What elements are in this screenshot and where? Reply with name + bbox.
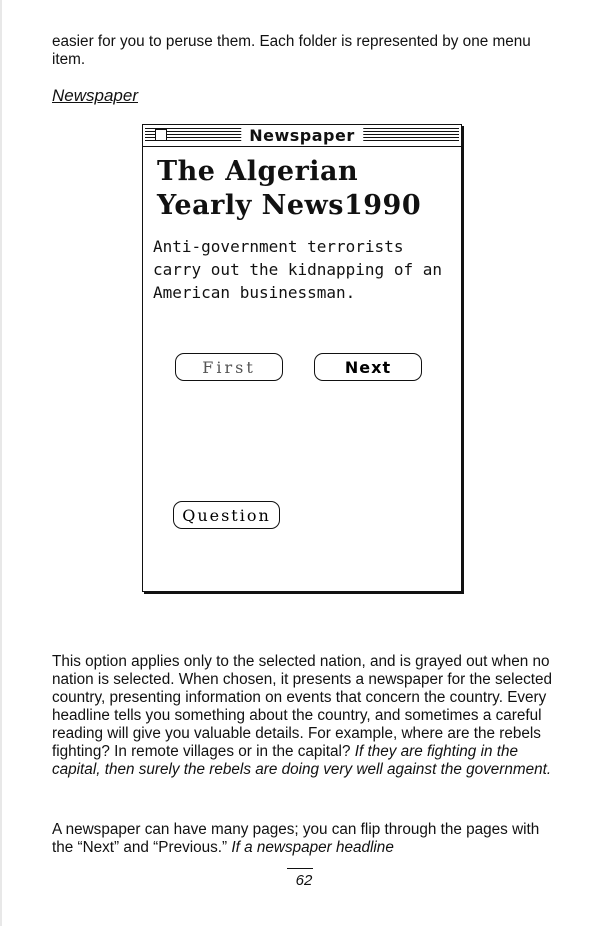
description-paragraph (52, 653, 552, 779)
pages-text: A newspaper can have many pages; you can flip through the pages with the “Next” and “Previous.” (52, 821, 540, 856)
top-paragraph: easier for you to peruse them. Each folder is represented by one menu item. (52, 33, 531, 68)
next-button[interactable]: Next (314, 353, 422, 381)
section-heading: Newspaper (52, 86, 138, 105)
page-edge (0, 0, 2, 926)
page-number-rule (287, 868, 313, 869)
masthead-line-1: The Algerian (157, 156, 359, 187)
page-number: 62 (295, 872, 313, 889)
first-button[interactable]: First (175, 353, 283, 381)
pages-paragraph (52, 821, 552, 857)
newspaper-masthead (157, 155, 421, 223)
question-button[interactable]: Question (173, 501, 280, 529)
description-italic-text: If they are fighting in the capital, then surely the rebels are doing very well against the government. (52, 743, 552, 778)
description-text: This option applies only to the selected nation, and is grayed out when no nation is selected. When chosen, it presents a newspaper for the selected country, presenting information on events that concern the country. Every headline tells you something about the country, and sometimes a careful reading will give you valuable details. For example, where are the rebels fighting? In remote villages or in the capital? (52, 653, 552, 760)
news-headline: Anti-government terrorists carry out the kidnapping of an American businessman. (153, 237, 442, 302)
close-box-icon[interactable] (155, 129, 167, 141)
masthead-line-2: Yearly News1990 (157, 190, 422, 221)
window-title: Newspaper (241, 126, 363, 145)
pages-italic-text: If a newspaper headline (231, 839, 394, 856)
window-titlebar[interactable] (143, 125, 461, 147)
newspaper-window (142, 124, 462, 592)
